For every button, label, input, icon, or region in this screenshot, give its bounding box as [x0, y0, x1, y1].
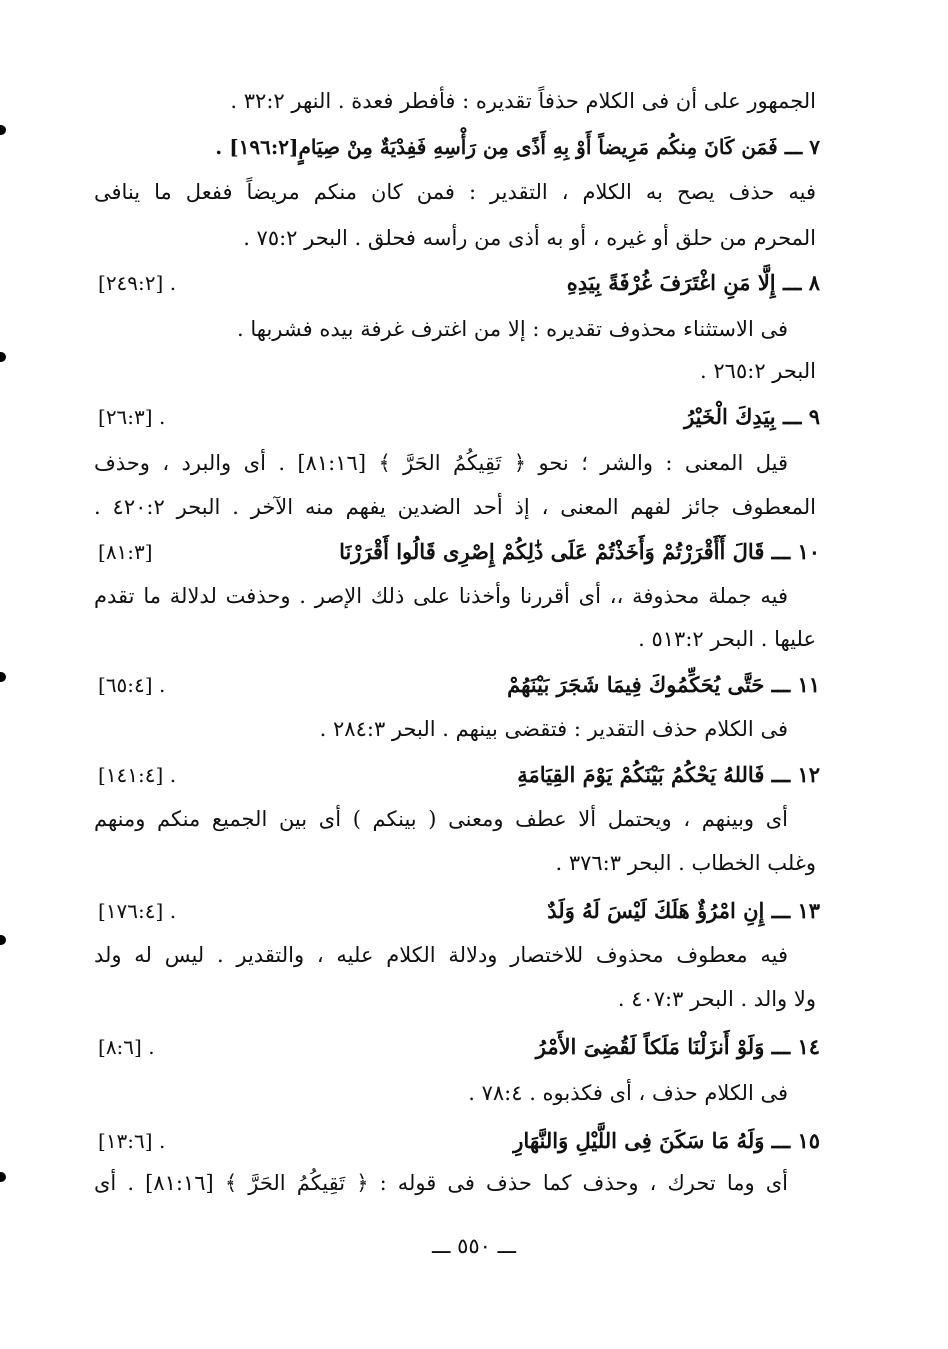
- binding-mark: [0, 125, 6, 135]
- binding-mark: [0, 1172, 6, 1182]
- verse-reference: [٢٦:٣] .: [98, 405, 166, 429]
- text-line: المحرم من حلق أو غيره ، أو به أذى من رأسه فحلق . البحر ٧٥:٢ .: [243, 226, 816, 250]
- verse-reference: [١٣:٦] .: [98, 1129, 166, 1153]
- verse-line: ١٤ ـــ وَلَوْ أَنزَلْنَا مَلَكاً لَقُضِىَ الأَمْرُ: [535, 1034, 820, 1059]
- text-line: فى الكلام حذف ، أى فكذبوه . ٧٨:٤ .: [468, 1081, 788, 1105]
- text-line: وغلب الخطاب . البحر ٣٧٦:٣ .: [555, 851, 816, 875]
- text-line: البحر ٢٦٥:٢ .: [700, 359, 816, 383]
- text-line: ولا والد . البحر ٤٠٧:٣ .: [617, 987, 816, 1011]
- verse-reference: [١٧٦:٤] .: [98, 899, 177, 923]
- page-number: ـــ ٥٥٠ ـــ: [431, 1234, 517, 1258]
- verse-reference: [٨١:٣]: [98, 540, 153, 564]
- text-line: فيه معطوف محذوف للاختصار ودلالة الكلام عليه ، والتقدير . ليس له ولد: [94, 943, 788, 967]
- text-line: فى الاستثناء محذوف تقديره : إلا من اغترف غرفة بيده فشربها .: [237, 317, 788, 341]
- verse-line: ١٥ ـــ وَلَهُ مَا سَكَنَ فِى اللَّيْلِ وَالنَّهَارِ: [513, 1128, 820, 1153]
- text-line: الجمهور على أن فى الكلام حذفاً تقديره : فأفطر فعدة . النهر ٣٢:٢ .: [230, 89, 816, 113]
- text-line: قيل المعنى : والشر ؛ نحو ﴿ تَقِيكُمُ الحَرَّ ﴾ [٨١:١٦] . أى والبرد ، وحذف: [94, 451, 788, 475]
- verse-reference: [٦٥:٤] .: [98, 673, 166, 697]
- text-line: أى وبينهم ، ويحتمل ألا عطف ومعنى ( بينكم ) أى بين الجميع منكم ومنهم: [94, 807, 788, 831]
- verse-reference: [٨:٦] .: [98, 1035, 155, 1059]
- text-line: فى الكلام حذف التقدير : فتقضى بينهم . البحر ٢٨٤:٣ .: [319, 717, 788, 741]
- verse-line: ٨ ـــ إِلَّا مَنِ اغْتَرَفَ غُرْفَةً بِيَدِهِ: [566, 270, 820, 295]
- verse-reference: [١٤١:٤] .: [98, 763, 177, 787]
- verse-line: ١٣ ـــ إِنِ امْرُؤٌ هَلَكَ لَيْسَ لَهُ وَلَدٌ: [547, 898, 820, 923]
- text-line: أى وما تحرك ، وحذف كما حذف فى قوله : ﴿ تَقِيكُمُ الحَرَّ ﴾ [٨١:١٦] . أى: [94, 1171, 788, 1195]
- text-line: المعطوف جائز لفهم المعنى ، إذ أحد الضدين يفهم منه الآخر . البحر ٤٢٠:٢ .: [94, 495, 816, 519]
- binding-mark: [0, 672, 6, 682]
- verse-reference: [٢٤٩:٢] .: [98, 271, 177, 295]
- text-line: فيه حذف يصح به الكلام ، التقدير : فمن كان منكم مريضاً ففعل ما ينافى: [94, 180, 816, 204]
- binding-mark: [0, 352, 6, 362]
- verse-line: ١١ ـــ حَتَّى يُحَكِّمُوكَ فِيمَا شَجَرَ بَيْنَهُمْ: [507, 672, 820, 697]
- verse-line: ٩ ـــ بِيَدِكَ الْخَيْرُ: [684, 404, 820, 429]
- text-line: عليها . البحر ٥١٣:٢ .: [638, 627, 816, 651]
- verse-line: ١٢ ـــ فَاللهُ يَحْكُمُ بَيْنَكُمْ يَوْمَ القِيَامَةِ: [517, 762, 820, 787]
- verse-line: ١٠ ـــ قَالَ أَأَقْرَرْتُمْ وَأَخَذْتُمْ عَلَى ذَٰلِكُمْ إِصْرِى قَالُوا أَقْرَرْنَا: [339, 539, 820, 564]
- text-line: فيه جملة محذوفة ،، أى أقررنا وأخذنا على ذلك الإصر . وحذفت لدلالة ما تقدم: [94, 584, 788, 608]
- binding-mark: [0, 935, 6, 945]
- verse-line: ٧ ـــ فَمَن كَانَ مِنكُم مَرِيضاً أَوْ بِهِ أَذًى مِن رَأْسِهِ فَفِدْيَةٌ مِنْ صِيَامٍ[١٩٦:٢] .: [215, 135, 820, 159]
